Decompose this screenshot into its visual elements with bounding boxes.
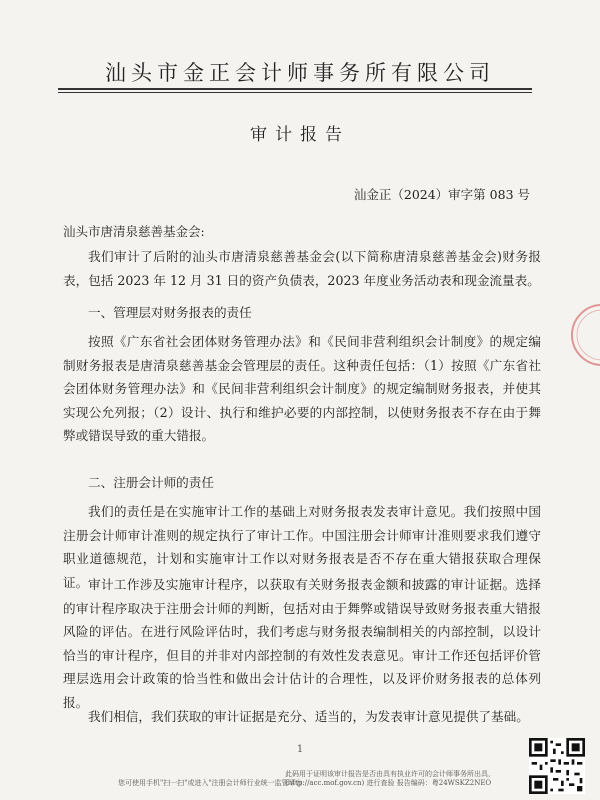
section2-heading: 二、注册会计师的责任 [88, 475, 214, 490]
section1-body: 按照《广东省社会团体财务管理办法》和《民间非营利组织会计制度》的规定编制财务报表是唐清泉慈善基金会管理层的责任。这种责任包括：（1）按照《广东省社会团体财务管理办法》和《民间非营利组织会计制度》的规定编制财务报表，并使其实现公允列报；（2）设计、执行和维护必要的内部控制，以使财务报表不存在由于舞弊或错误导致的重大错报。 [63, 334, 541, 443]
page-number: 1 [296, 744, 304, 755]
footer-verification-text [285, 770, 525, 788]
intro-paragraph: 我们审计了后附的汕头市唐清泉慈善基金会(以下简称唐清泉慈善基金会)财务报表，包括 2023 年 12 月 31 日的资产负债表，2023 年度业务活动表和现金流量表。 [63, 249, 541, 288]
firm-name: 汕头市金正会计师事务所有限公司 [105, 61, 495, 85]
letterhead-rule-thin [58, 92, 532, 93]
report-code: 报告编码：粤24WSKZ2NEO [396, 779, 492, 787]
addressee: 汕头市唐清泉慈善基金会: [63, 224, 205, 239]
verification-qr-code[interactable] [529, 738, 585, 794]
footer-verification-note: 您可使用手机"扫一扫"或进入"注册会计师行业统一监管平台 [118, 779, 303, 787]
section2-paragraph-3: 我们相信，我们获取的审计证据是充分、适当的，为发表审计意见提供了基础。 [88, 709, 529, 724]
official-seal-stamp [566, 300, 600, 370]
section1-heading: 一、管理层对财务报表的责任 [88, 305, 252, 320]
section2-paragraph-1: 我们的责任是在实施审计工作的基础上对财务报表发表审计意见。我们按照中国注册会计师审计准则的规定执行了审计工作。中国注册会计师审计准则要求我们遵守职业道德规范，计划和实施审计工作以对财务报表是否不存在重大错报获取合理保证。 [63, 504, 541, 590]
letterhead-rule [58, 88, 532, 90]
footer-verification-statement: 此码用于证明该审计报告是否由具有执业许可的会计师事务所出具，(http://acc.mof.gov.cn) 进行查验 [285, 770, 495, 787]
section2-paragraph-2: 审计工作涉及实施审计程序，以获取有关财务报表金额和披露的审计证据。选择的审计程序取决于注册会计师的判断，包括对由于舞弊或错误导致财务报表重大错报风险的评估。在进行风险评估时，我们考虑与财务报表编制相关的内部控制，以设计恰当的审计程序，但目的并非对内部控制的有效性发表意见。审计工作还包括评价管理层选用会计政策的恰当性和做出会计估计的合理性，以及评价财务报表的总体列报。 [63, 577, 541, 710]
report-title: 审计报告 [250, 125, 350, 145]
report-reference-number: 汕金正（2024）审字第 083 号 [353, 187, 530, 202]
